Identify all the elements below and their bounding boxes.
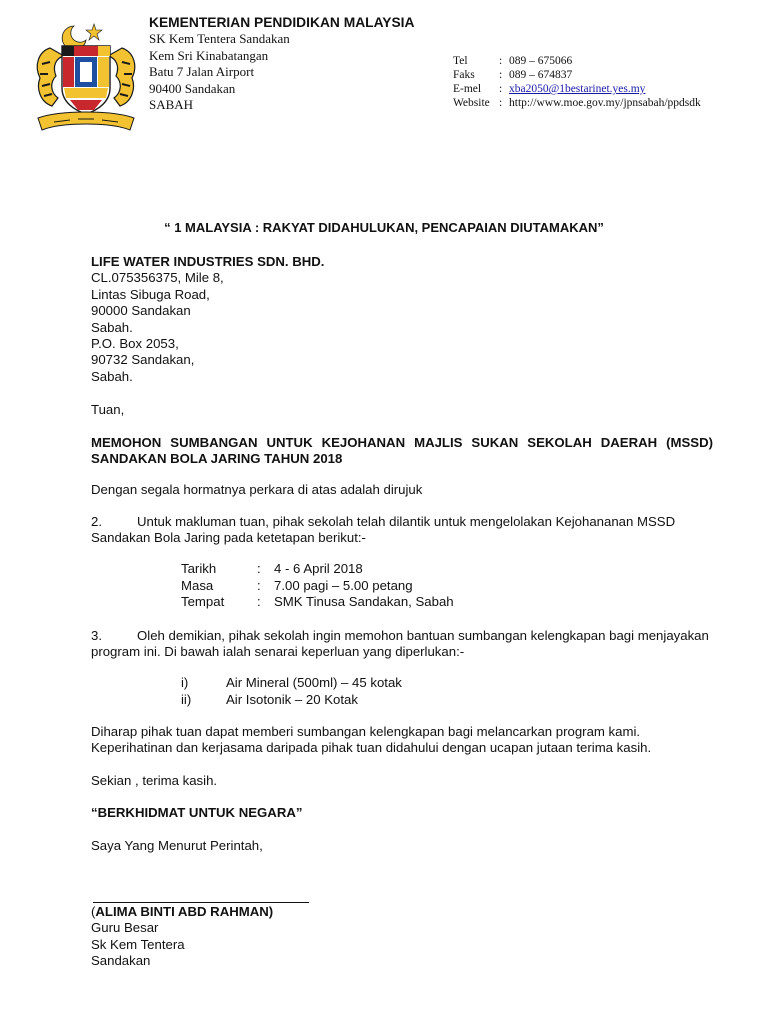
recipient-line: Lintas Sibuga Road, [91,286,210,302]
malaysia-coat-of-arms-icon [30,18,142,136]
recipient-line: 90000 Sandakan [91,303,191,319]
needs-list [181,675,402,708]
signatory-paren: ( [91,904,96,919]
recipient-line: P.O. Box 2053, [91,336,179,352]
fax-value: 089 – 674837 [509,69,573,81]
recipient-line: Sabah. [91,368,133,384]
separator: : [499,83,503,95]
school-letterhead [149,14,414,114]
schedule-separator: : [257,561,261,576]
schedule-separator: : [257,594,261,609]
closing-paragraph: Diharap pihak tuan dapat memberi sumbangan kelengkapan bagi melancarkan program kami. Keperihatinan dan kerjasama daripada pihak tuan didahului dengan ucapan jutaan terima kasih. [91,724,652,756]
address-line: SK Kem Tentera Sandakan [149,31,290,46]
separator: : [499,55,503,67]
schedule-label: Tarikh [181,561,217,576]
thanks-line: Sekian , terima kasih. [91,773,218,788]
tel-value: 089 – 675066 [509,55,573,67]
schedule-value: 7.00 pagi – 5.00 petang [274,577,413,593]
separator: : [499,97,503,109]
list-item [181,692,402,709]
schedule-row [181,578,454,595]
list-item-number: ii) [181,691,192,707]
signatory-line: Guru Besar [91,920,159,936]
recipient-address [91,254,324,385]
event-schedule [181,561,454,611]
separator: : [499,69,503,81]
national-motto: “ 1 MALAYSIA : RAKYAT DIDAHULUKAN, PENCAPAIAN DIUTAMAKAN” [164,220,604,235]
recipient-name: LIFE WATER INDUSTRIES SDN. BHD. [91,254,325,269]
intro-paragraph: Dengan segala hormatnya perkara di atas adalah dirujuk [91,482,423,497]
email-label: E-mel [453,83,482,95]
address-line: 90400 Sandakan [149,80,236,96]
contact-block [453,54,701,110]
contact-email-row [453,82,701,96]
recipient-line: Sabah. [91,319,133,335]
signatory-name: ALIMA BINTI ABD RAHMAN) [95,904,274,919]
schedule-row [181,594,454,611]
signatory-name-row [91,904,273,920]
address-line: Batu 7 Jalan Airport [149,64,255,79]
paragraph-3 [91,628,721,661]
list-item [181,675,402,692]
list-item-text: Air Mineral (500ml) – 45 kotak [226,675,402,690]
schedule-value: SMK Tinusa Sandakan, Sabah [274,594,454,609]
list-item-text: Air Isotonik – 20 Kotak [226,691,358,707]
schedule-separator: : [257,577,261,593]
address-line: Kem Sri Kinabatangan [149,47,269,63]
paragraph-number: 2. [91,514,102,529]
signature-line [93,902,309,903]
address-line: SABAH [149,97,194,112]
ministry-name: KEMENTERIAN PENDIDIKAN MALAYSIA [149,15,415,30]
signatory-block [91,904,273,970]
slogan: “BERKHIDMAT UNTUK NEGARA” [91,805,303,820]
paragraph-text: Untuk makluman tuan, pihak sekolah telah dilantik untuk mengelolakan Kejohananan MSSD Sandakan Bola Jaring pada ketetapan berikut:- [91,514,676,546]
contact-tel-row [453,54,701,68]
list-item-number: i) [181,675,189,690]
paragraph-2 [91,514,721,547]
salutation: Tuan, [91,402,125,417]
contact-website-row [453,96,701,110]
schedule-label: Tempat [181,594,225,609]
signatory-line: Sk Kem Tentera [91,936,185,952]
schedule-row [181,561,454,578]
website-label: Website [453,97,490,109]
paragraph-number: 3. [91,628,102,643]
paragraph-text: Oleh demikian, pihak sekolah ingin memohon bantuan sumbangan kelengkapan bagi menjayakan program ini. Di bawah ialah senarai keperluan yang diperlukan:- [91,628,709,660]
recipient-line: 90732 Sandakan, [91,352,195,368]
letter-subject: MEMOHON SUMBANGAN UNTUK KEJOHANAN MAJLIS SUKAN SEKOLAH DAERAH (MSSD) SANDAKAN BOLA JARING TAHUN 2018 [91,435,713,467]
recipient-line: CL.075356375, Mile 8, [91,270,224,286]
tel-label: Tel [453,55,468,67]
signatory-line: Sandakan [91,953,151,969]
contact-fax-row [453,68,701,82]
schedule-value: 4 - 6 April 2018 [274,561,363,576]
sign-off: Saya Yang Menurut Perintah, [91,838,263,853]
schedule-label: Masa [181,577,214,593]
email-link[interactable]: xba2050@1bestarinet.yes.my [509,83,646,95]
fax-label: Faks [453,69,475,81]
website-value: http://www.moe.gov.my/jpnsabah/ppdsdk [509,97,701,109]
